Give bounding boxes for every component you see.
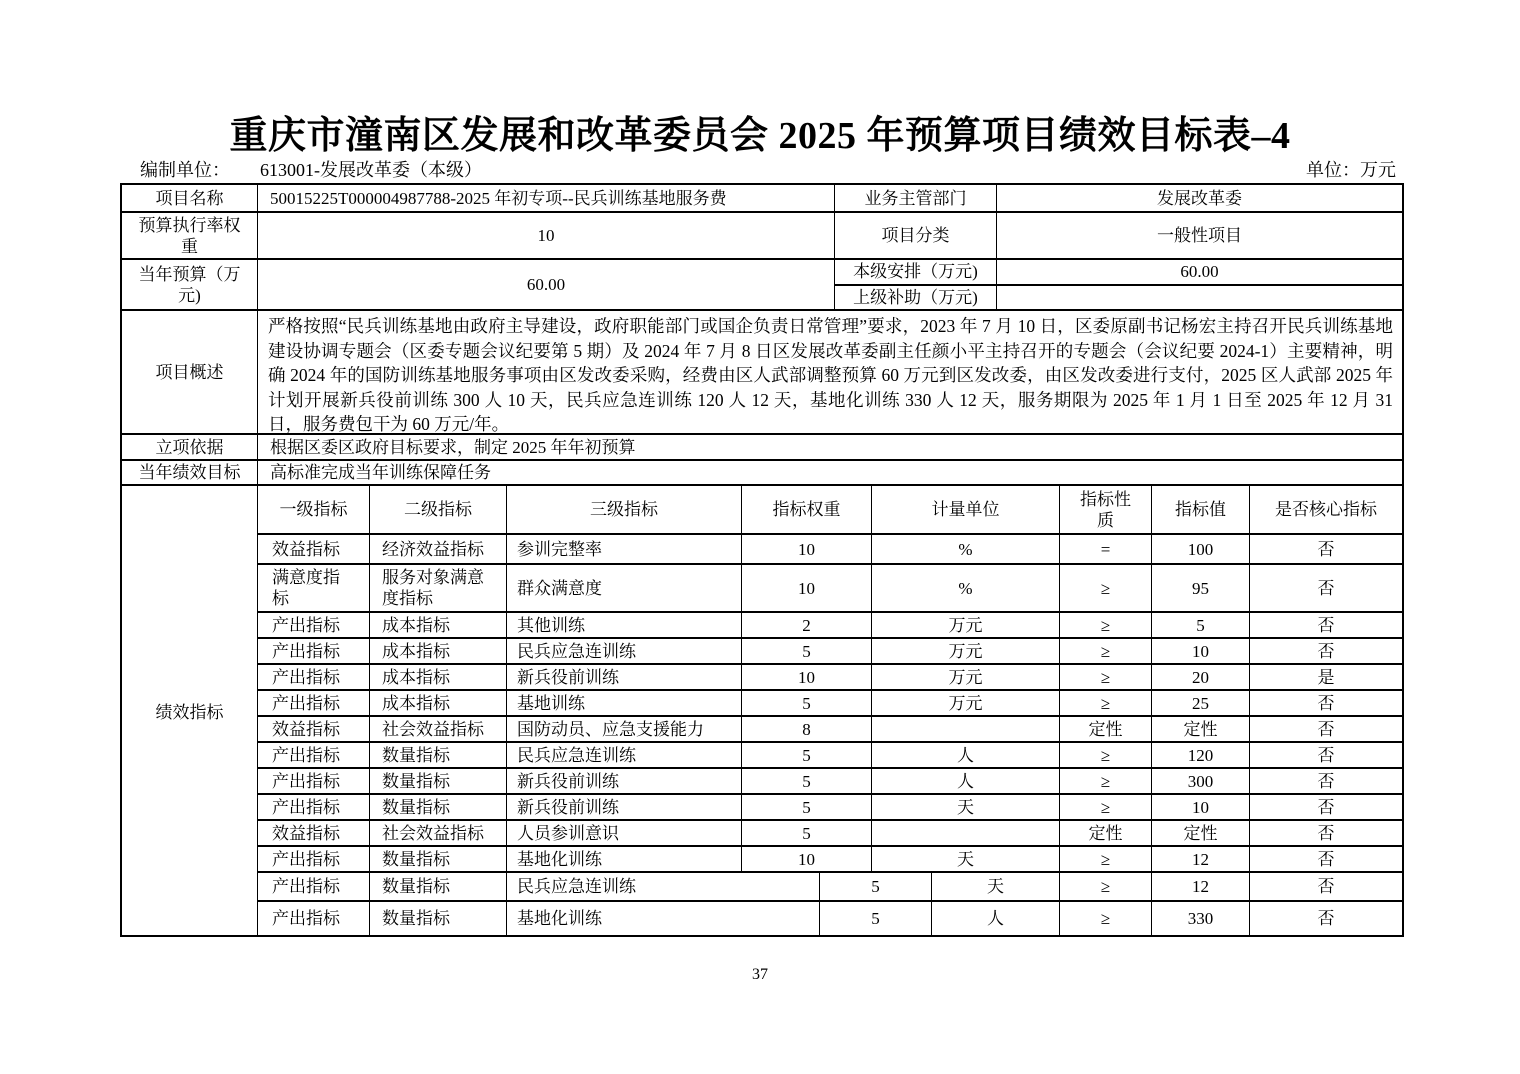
indicator-row [258, 902, 1402, 935]
indicator-cell-level3: 民兵应急连训练 [507, 639, 742, 663]
indicator-cell-unit: % [872, 535, 1060, 563]
budget-performance-table [120, 183, 1404, 937]
indicator-cell-level3: 基地化训练 [507, 902, 820, 935]
indicator-cell-unit: 万元 [872, 613, 1060, 637]
dept-label: 业务主管部门 [835, 185, 997, 211]
indicator-cell-core: 否 [1317, 693, 1335, 713]
header-weight: 指标权重 [742, 486, 872, 533]
header-value: 指标值 [1152, 486, 1250, 533]
indicator-cell-value: 定性 [1152, 821, 1250, 845]
indicator-cell-value: 100 [1152, 535, 1250, 563]
indicator-cell-level2: 成本指标 [370, 613, 507, 637]
indicator-cell-level1: 产出指标 [258, 847, 370, 871]
budget-breakdown [835, 260, 1402, 309]
indicator-cell-nature: ≥ [1060, 613, 1152, 637]
indicator-cell-value: 330 [1152, 902, 1250, 935]
compiling-unit-label: 编制单位： [140, 160, 230, 180]
indicator-cell-level3: 民兵应急连训练 [507, 743, 742, 767]
local-arrangement-label: 本级安排（万元) [835, 260, 997, 284]
page-title: 重庆市潼南区发展和改革委员会 2025 年预算项目绩效目标表–4 [229, 115, 1291, 157]
indicator-cell-weight: 10 [742, 847, 872, 871]
indicator-cell-unit: 人 [872, 769, 1060, 793]
indicator-cell-level2: 社会效益指标 [370, 717, 507, 741]
indicator-cell-value: 20 [1152, 665, 1250, 689]
indicator-cell-level3: 基地训练 [507, 691, 742, 715]
indicator-row [258, 821, 1402, 847]
indicator-cell-nature: ≥ [1060, 902, 1152, 935]
goal-label: 当年绩效目标 [122, 461, 258, 484]
indicator-cell-level3: 人员参训意识 [507, 821, 742, 845]
indicator-cell-level1: 产出指标 [258, 691, 370, 715]
goal-text: 高标准完成当年训练保障任务 [270, 463, 491, 482]
header-level3: 三级指标 [507, 486, 742, 533]
indicator-cell-weight: 10 [742, 665, 872, 689]
compiling-unit-value: 613001-发展改革委（本级） [260, 160, 482, 180]
header-core: 是否核心指标 [1275, 500, 1377, 519]
overview-label: 项目概述 [122, 311, 258, 433]
indicator-cell-core: 否 [1317, 797, 1335, 817]
indicator-cell-weight: 5 [742, 639, 872, 663]
indicator-cell-unit: 人 [872, 743, 1060, 767]
indicator-cell-nature: ≥ [1060, 665, 1152, 689]
indicator-cell-weight: 10 [742, 535, 872, 563]
indicator-cell-level2: 数量指标 [370, 873, 507, 900]
indicator-cell-level1: 产出指标 [258, 743, 370, 767]
indicators-section-label: 绩效指标 [122, 486, 258, 935]
category-value: 一般性项目 [1157, 226, 1242, 245]
indicator-cell-unit [872, 717, 1060, 741]
budget-value: 60.00 [258, 260, 835, 309]
indicator-cell-core: 否 [1317, 539, 1335, 559]
indicator-cell-core: 否 [1317, 823, 1335, 843]
indicator-cell-weight: 5 [742, 821, 872, 845]
overview-text: 严格按照“民兵训练基地由政府主导建设，政府职能部门或国企负责日常管理”要求，2023 年 7 月 10 日，区委原副书记杨宏主持召开民兵训练基地建设协调专题会（区委专题会议纪要第 5 期）及 2024 年 7 月 8 日区发展改革委副主任颜小平主持召开的专题会（会议纪要 2024-1）主要精神，明确 2024 年的国防训练基地服务事项由区发改委采购，经费由区人武部调整预算 60 万元到区发改委，由区发改委进行支付，2025 区人武部 2025 年计划开展新兵役前训练 300 人 10 天，民兵应急连训练 120 人 12 天，基地化训练 330 人 12 天，服务期限为 2025 年 1 月 1 日至 2025 年 12 月 31 日，服务费包干为 60 万元/年。 [268, 316, 1393, 434]
indicator-cell-level2: 成本指标 [370, 691, 507, 715]
indicator-row [258, 847, 1402, 873]
indicator-cell-level1: 产出指标 [258, 873, 370, 900]
indicator-row [258, 565, 1402, 613]
indicator-cell-value: 定性 [1152, 717, 1250, 741]
currency-unit-note: 单位：万元 [1306, 160, 1396, 180]
indicator-cell-nature: ≥ [1060, 769, 1152, 793]
indicator-cell-level3: 国防动员、应急支援能力 [507, 717, 742, 741]
indicator-row [258, 873, 1402, 902]
indicator-cell-unit: 万元 [872, 691, 1060, 715]
indicator-cell-nature: ≥ [1060, 691, 1152, 715]
indicator-cell-weight: 5 [742, 769, 872, 793]
basis-row [122, 435, 1402, 461]
indicator-cell-weight: 8 [742, 717, 872, 741]
indicators-section [122, 486, 1402, 935]
indicator-cell-weight: 5 [742, 691, 872, 715]
indicator-row [258, 769, 1402, 795]
indicator-row [258, 691, 1402, 717]
indicator-cell-unit: 天 [872, 847, 1060, 871]
indicator-cell-value: 12 [1152, 873, 1250, 900]
indicator-cell-nature: 定性 [1060, 717, 1152, 741]
indicator-cell-weight: 5 [742, 743, 872, 767]
indicator-cell-level2: 社会效益指标 [370, 821, 507, 845]
indicator-cell-level1: 产出指标 [258, 613, 370, 637]
goal-row [122, 461, 1402, 486]
upper-subsidy-row [835, 286, 1402, 310]
exec-weight-label: 预算执行率权重 [122, 213, 258, 258]
indicator-cell-weight: 10 [742, 565, 872, 611]
indicator-cell-nature: ≥ [1060, 743, 1152, 767]
indicator-cell-level1: 产出指标 [258, 639, 370, 663]
indicator-cell-level1: 产出指标 [258, 769, 370, 793]
indicator-cell-level2: 数量指标 [370, 769, 507, 793]
basis-label: 立项依据 [122, 435, 258, 459]
indicator-cell-level2: 数量指标 [370, 847, 507, 871]
indicator-cell-unit: 天 [932, 873, 1060, 900]
indicator-cell-value: 5 [1152, 613, 1250, 637]
indicator-cell-weight: 2 [742, 613, 872, 637]
overview-row [122, 311, 1402, 435]
indicator-row [258, 795, 1402, 821]
indicator-cell-level3: 群众满意度 [507, 565, 742, 611]
indicator-cell-core: 否 [1317, 849, 1335, 869]
meta-row [120, 158, 1404, 182]
indicator-cell-unit: 万元 [872, 639, 1060, 663]
header-level1: 一级指标 [258, 486, 370, 533]
indicator-cell-value: 120 [1152, 743, 1250, 767]
indicator-cell-nature: ≥ [1060, 847, 1152, 871]
budget-label: 当年预算（万元) [122, 260, 258, 309]
indicator-cell-level2: 成本指标 [370, 639, 507, 663]
indicator-row [258, 535, 1402, 565]
indicator-cell-core: 否 [1317, 578, 1335, 598]
indicator-cell-core: 否 [1317, 877, 1335, 896]
indicator-cell-unit: 万元 [872, 665, 1060, 689]
header-nature: 指标性质 [1060, 486, 1152, 533]
indicator-cell-level1: 产出指标 [258, 902, 370, 935]
indicator-cell-unit [872, 821, 1060, 845]
indicator-cell-level3: 参训完整率 [507, 535, 742, 563]
indicator-rows [258, 535, 1402, 935]
indicator-cell-unit: 人 [932, 902, 1060, 935]
indicator-cell-nature: ≥ [1060, 795, 1152, 819]
indicator-cell-level3: 新兵役前训练 [507, 769, 742, 793]
indicator-cell-nature: 定性 [1060, 821, 1152, 845]
indicator-cell-core: 否 [1317, 771, 1335, 791]
indicator-cell-value: 95 [1152, 565, 1250, 611]
indicator-cell-level1: 效益指标 [258, 535, 370, 563]
indicator-cell-weight: 5 [742, 795, 872, 819]
indicator-cell-level3: 新兵役前训练 [507, 795, 742, 819]
budget-row [122, 260, 1402, 311]
header-level2: 二级指标 [370, 486, 507, 533]
basis-text: 根据区委区政府目标要求，制定 2025 年年初预算 [270, 437, 636, 457]
indicator-cell-value: 10 [1152, 639, 1250, 663]
local-arrangement-row [835, 260, 1402, 286]
upper-subsidy-label: 上级补助（万元) [835, 286, 997, 310]
local-arrangement-value: 60.00 [1180, 262, 1219, 282]
indicators-table [258, 486, 1402, 935]
upper-subsidy-value [997, 286, 1402, 310]
category-label: 项目分类 [835, 213, 997, 258]
header-unit: 计量单位 [872, 486, 1060, 533]
indicator-cell-unit: 天 [872, 795, 1060, 819]
indicator-cell-core: 否 [1317, 745, 1335, 765]
project-name-row [122, 185, 1402, 213]
indicator-row [258, 743, 1402, 769]
indicator-cell-level2: 服务对象满意度指标 [370, 565, 507, 611]
indicator-cell-nature: = [1060, 535, 1152, 563]
indicator-row [258, 665, 1402, 691]
indicator-cell-level3: 其他训练 [507, 613, 742, 637]
indicator-cell-level2: 数量指标 [370, 902, 507, 935]
indicator-cell-weight: 5 [820, 873, 932, 900]
indicator-cell-level1: 产出指标 [258, 795, 370, 819]
indicator-cell-core: 否 [1317, 641, 1335, 661]
indicator-row [258, 717, 1402, 743]
indicator-cell-level2: 数量指标 [370, 743, 507, 767]
exec-weight-row [122, 213, 1402, 260]
indicator-cell-unit: % [872, 565, 1060, 611]
indicator-cell-core: 否 [1317, 615, 1335, 635]
indicator-row [258, 613, 1402, 639]
indicator-cell-level2: 经济效益指标 [370, 535, 507, 563]
indicator-cell-level3: 基地化训练 [507, 847, 742, 871]
indicator-cell-value: 300 [1152, 769, 1250, 793]
project-name-value: 50015225T000004987788-2025 年初专项--民兵训练基地服务费 [258, 185, 835, 211]
indicator-cell-weight: 5 [820, 902, 932, 935]
exec-weight-value: 10 [258, 213, 835, 258]
indicator-cell-level1: 效益指标 [258, 717, 370, 741]
indicator-cell-level1: 满意度指标 [258, 565, 370, 611]
indicator-cell-level3: 新兵役前训练 [507, 665, 742, 689]
dept-value: 发展改革委 [1157, 188, 1242, 208]
page-number: 37 [752, 966, 768, 983]
indicator-cell-value: 10 [1152, 795, 1250, 819]
project-name-label: 项目名称 [122, 185, 258, 211]
indicator-cell-value: 25 [1152, 691, 1250, 715]
indicator-cell-value: 12 [1152, 847, 1250, 871]
indicator-cell-core: 否 [1317, 719, 1335, 739]
indicator-cell-nature: ≥ [1060, 873, 1152, 900]
indicator-cell-nature: ≥ [1060, 565, 1152, 611]
indicator-cell-level3: 民兵应急连训练 [507, 873, 820, 900]
indicator-cell-nature: ≥ [1060, 639, 1152, 663]
indicator-row [258, 639, 1402, 665]
indicator-cell-level2: 数量指标 [370, 795, 507, 819]
indicator-cell-level1: 产出指标 [258, 665, 370, 689]
indicator-cell-level2: 成本指标 [370, 665, 507, 689]
indicator-cell-core: 是 [1317, 667, 1335, 687]
indicator-cell-core: 否 [1317, 909, 1335, 928]
indicator-cell-level1: 效益指标 [258, 821, 370, 845]
indicators-header-row [258, 486, 1402, 535]
